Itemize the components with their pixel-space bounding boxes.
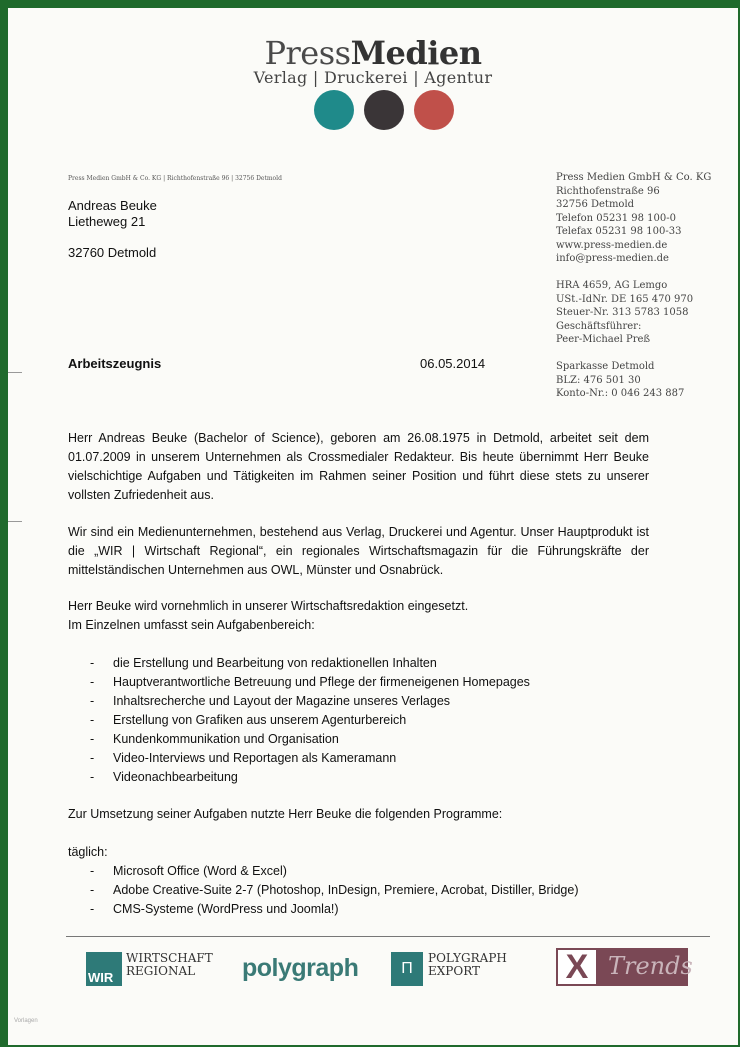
- polygraph-logo: polygraph: [242, 954, 359, 982]
- list-item: - Video-Interviews und Reportagen als Kameramann: [90, 751, 397, 765]
- recipient-name: Andreas Beuke: [68, 198, 157, 213]
- paragraph-tasks-intro: Im Einzelnen umfasst sein Aufgabenbereich:: [68, 618, 315, 632]
- export-logo-line2: EXPORT: [428, 964, 481, 978]
- list-item: - CMS-Systeme (WordPress und Joomla!): [90, 902, 339, 916]
- paragraph-role: Herr Beuke wird vornehmlich in unserer Wirtschaftsredaktion eingesetzt.: [68, 599, 469, 613]
- wir-logo: [86, 950, 224, 986]
- list-item: - Erstellung von Grafiken aus unserem Agenturbereich: [90, 713, 407, 727]
- company-info-line: Peer-Michael Preß: [556, 334, 651, 345]
- brand-tagline: Verlag | Druckerei | Agentur: [253, 68, 493, 87]
- company-info-line: Telefon 05231 98 100-0: [556, 212, 676, 224]
- company-info-line: Steuer-Nr. 313 5783 1058: [556, 307, 689, 318]
- company-info-line: 32756 Detmold: [556, 199, 635, 210]
- company-info-line: Geschäftsführer:: [556, 320, 642, 332]
- export-logo-line1: POLYGRAPH: [428, 951, 507, 965]
- list-item: - Videonachbearbeitung: [90, 770, 238, 784]
- punch-mark: [8, 521, 22, 522]
- recipient-city: 32760 Detmold: [68, 245, 157, 260]
- dark-dot-icon: [364, 90, 404, 130]
- brand-part1: Press: [264, 34, 351, 72]
- brand-dots: [314, 90, 454, 130]
- letter-subject: Arbeitszeugnis: [68, 356, 162, 371]
- sender-line: Press Medien GmbH & Co. KG | Richthofenstraße 96 | 32756 Detmold: [68, 175, 282, 182]
- trends-logo: [556, 948, 693, 986]
- export-mark-icon: П: [391, 952, 423, 986]
- wir-logo-line2: REGIONAL: [126, 964, 196, 978]
- daily-label: täglich:: [68, 845, 108, 859]
- fold-mark: [8, 372, 22, 373]
- wir-mark-icon: WIR: [86, 952, 122, 986]
- footer-watermark: Vorlagen: [14, 1018, 38, 1024]
- company-email[interactable]: info@press-medien.de: [556, 253, 669, 264]
- company-info-block1: [556, 171, 711, 266]
- recipient-street: Lietheweg 21: [68, 214, 146, 229]
- x-mark-icon: X: [556, 948, 598, 986]
- wir-logo-line1: WIRTSCHAFT: [126, 951, 213, 965]
- company-info-line: Konto-Nr.: 0 046 243 887: [556, 388, 685, 399]
- brand-part2: Medien: [350, 34, 482, 72]
- list-item: - die Erstellung und Bearbeitung von redaktionellen Inhalten: [90, 656, 437, 670]
- list-item: - Adobe Creative-Suite 2-7 (Photoshop, InDesign, Premiere, Acrobat, Distiller, Bridge): [90, 883, 579, 897]
- list-item: - Hauptverantwortliche Betreuung und Pflege der firmeneigenen Homepages: [90, 675, 530, 689]
- company-info-block2: [556, 279, 693, 347]
- company-info-line: Sparkasse Detmold: [556, 361, 655, 372]
- paragraph-intro: Herr Andreas Beuke (Bachelor of Science), geboren am 26.08.1975 in Detmold, arbeitet seit dem 01.07.2009 in unserem Unternehmen als Crossmedialer Redakteur. Bis heute übernimmt Herr Beuke vielschichtige Aufgaben und Tätigkeiten im Rahmen seiner Position und führt diese stets zu unserer vollsten Zufriedenheit aus.: [68, 431, 649, 502]
- teal-dot-icon: [314, 90, 354, 130]
- company-info-block3: [556, 360, 684, 401]
- paragraph-company: Wir sind ein Medienunternehmen, bestehend aus Verlag, Druckerei und Agentur. Unser Hauptprodukt ist die „WIR | Wirtschaft Regional“, ein regionales Wirtschaftsmagazin für die Führungskräfte der mittelständischen Unternehmen aus OWL, Münster und Osnabrück.: [68, 525, 649, 577]
- list-item: - Kundenkommunikation und Organisation: [90, 732, 339, 746]
- brand-logo: [8, 34, 738, 72]
- company-info-line: USt.-IdNr. DE 165 470 970: [556, 293, 694, 305]
- list-item: - Microsoft Office (Word & Excel): [90, 864, 287, 878]
- letter-page: [8, 8, 738, 1045]
- programs-intro: Zur Umsetzung seiner Aufgaben nutzte Herr Beuke die folgenden Programme:: [68, 807, 503, 821]
- letter-date: 06.05.2014: [420, 356, 486, 371]
- company-info-line: Press Medien GmbH & Co. KG: [556, 172, 712, 183]
- footer-divider: [66, 936, 710, 937]
- company-info-line: BLZ: 476 501 30: [556, 374, 641, 386]
- trends-text: Trends: [608, 952, 693, 980]
- list-item: - Inhaltsrecherche und Layout der Magazine unseres Verlages: [90, 694, 451, 708]
- company-info-line: Telefax 05231 98 100-33: [556, 226, 682, 237]
- red-dot-icon: [414, 90, 454, 130]
- company-info-line: Richthofenstraße 96: [556, 185, 660, 197]
- company-website[interactable]: www.press-medien.de: [556, 239, 668, 251]
- company-info-line: HRA 4659, AG Lemgo: [556, 280, 668, 291]
- polygraph-export-logo: [391, 950, 536, 986]
